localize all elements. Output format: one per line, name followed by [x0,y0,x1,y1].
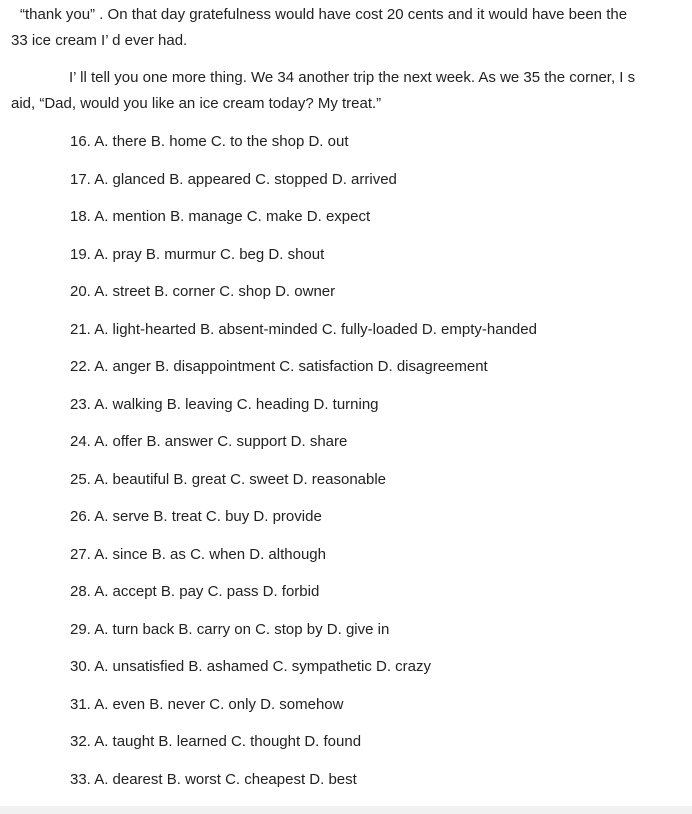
question-list [70,129,537,804]
question-item: 33. A. dearest B. worst C. cheapest D. best [70,770,357,788]
question-item: 20. A. street B. corner C. shop D. owner [70,283,336,300]
question-item: 25. A. beautiful B. great C. sweet D. reasonable [70,470,387,488]
question-item: 28. A. accept B. pay C. pass D. forbid [70,583,320,600]
question-item: 17. A. glanced B. appeared C. stopped D. arrived [70,170,397,188]
question-item: 16. A. there B. home C. to the shop D. out [70,133,349,150]
question-item: 32. A. taught B. learned C. thought D. found [70,733,362,750]
question-item: 19. A. pray B. murmur C. beg D. shout [70,245,325,263]
passage-line: aid, “Dad, would you like an ice cream today? My treat.” [11,95,382,112]
page-bottom-divider [0,806,692,814]
passage-line: I’ ll tell you one more thing. We 34 another trip the next week. As we 35 the corner, I s [69,69,636,86]
question-item: 22. A. anger B. disappointment C. satisfaction D. disagreement [70,358,488,375]
passage-line: “thank you” . On that day gratefulness would have cost 20 cents and it would have been the [20,6,628,23]
question-item: 26. A. serve B. treat C. buy D. provide [70,508,322,525]
question-item: 31. A. even B. never C. only D. somehow [70,695,344,713]
question-item: 18. A. mention B. manage C. make D. expect [70,208,371,225]
question-item: 24. A. offer B. answer C. support D. share [70,433,348,450]
question-item: 29. A. turn back B. carry on C. stop by D. give in [70,620,390,638]
question-item: 27. A. since B. as C. when D. although [70,545,326,563]
passage-line: 33 ice cream I’ d ever had. [11,32,188,49]
question-item: 23. A. walking B. leaving C. heading D. turning [70,395,379,413]
question-item: 21. A. light-hearted B. absent-minded C. fully-loaded D. empty-handed [70,320,537,338]
question-item: 30. A. unsatisfied B. ashamed C. sympathetic D. crazy [70,658,431,675]
